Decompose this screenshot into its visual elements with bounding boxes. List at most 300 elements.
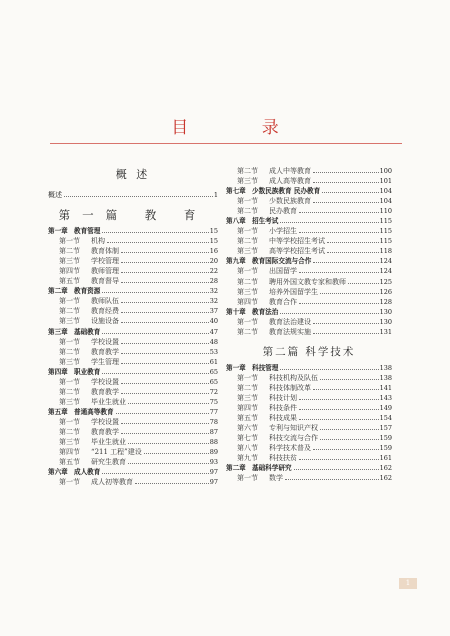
right-toc-list-bottom: [226, 363, 392, 484]
toc-row-page: 15: [209, 237, 218, 246]
toc-row-page: 138: [379, 373, 392, 382]
toc-row-label: 第三节: [59, 317, 80, 326]
toc-row-page: 141: [379, 383, 392, 392]
toc-row-page: 65: [209, 367, 218, 376]
toc-row-text: 聘用外国文教专家和教师: [269, 277, 346, 286]
leader-dots: [128, 403, 209, 404]
toc-row-title: [226, 297, 297, 307]
toc-row-text: 教师队伍: [91, 297, 119, 306]
toc-row-title: [48, 256, 119, 266]
toc-section-row[interactable]: [48, 397, 218, 407]
leader-dots: [144, 453, 209, 454]
toc-row-page: 131: [379, 327, 392, 336]
toc-row-label: 第七章: [226, 187, 246, 196]
leader-dots: [313, 182, 379, 183]
toc-row-label: 第八章: [226, 217, 246, 226]
toc-row-label: 第一节: [59, 377, 80, 386]
right-toc-list-top: [226, 166, 392, 337]
left-toc-list: [48, 226, 218, 487]
toc-row-title: [48, 337, 119, 347]
toc-section-row[interactable]: [48, 276, 218, 286]
toc-row-title: [48, 306, 119, 316]
toc-chapter-row[interactable]: [48, 407, 218, 417]
toc-row-label: 第一节: [237, 373, 258, 382]
toc-row-label: 第三节: [59, 357, 80, 366]
toc-row-text: 基础教育: [74, 327, 101, 336]
toc-row-title: [226, 287, 318, 297]
toc-section-row[interactable]: [226, 393, 392, 403]
toc-chapter-row[interactable]: [226, 307, 392, 317]
toc-row-title: [48, 357, 119, 367]
toc-section-row[interactable]: [226, 373, 392, 383]
toc-row-text: 小学招生: [269, 227, 297, 236]
leader-dots: [280, 369, 378, 370]
toc-row-label: 第五章: [48, 407, 68, 416]
leader-dots: [102, 473, 208, 474]
leader-dots: [121, 272, 209, 273]
toc-row-label: 第一节: [237, 317, 258, 326]
toc-row-label: 第二节: [237, 277, 258, 286]
page-title: 目 录: [171, 118, 313, 138]
leader-dots: [121, 433, 209, 434]
leader-dots: [313, 323, 379, 324]
leader-dots: [299, 272, 379, 273]
toc-row-page: 115: [379, 227, 392, 236]
leader-dots: [313, 449, 379, 450]
toc-row-label: 第七节: [237, 434, 258, 443]
leader-dots: [313, 172, 379, 173]
toc-row-text: 基础科学研究: [252, 464, 292, 473]
toc-section-row[interactable]: [226, 226, 392, 236]
toc-row-title: [48, 447, 142, 457]
toc-row-title: [226, 463, 292, 473]
toc-row-text: 教育教学: [91, 387, 119, 396]
toc-row-title: [48, 246, 119, 256]
toc-row-page: 159: [379, 434, 392, 443]
toc-row-title: [48, 407, 114, 417]
toc-section-row[interactable]: [226, 453, 392, 463]
toc-row-label: 第三节: [237, 287, 258, 296]
toc-row-title: [48, 347, 119, 357]
toc-row-text: 学校设置: [91, 417, 119, 426]
leader-dots: [135, 483, 209, 484]
leader-dots: [102, 333, 208, 334]
toc-section-row[interactable]: [226, 266, 392, 276]
toc-section-row[interactable]: [48, 377, 218, 387]
toc-row-title: [48, 377, 119, 387]
toc-row-label: 第四章: [48, 367, 68, 376]
toc-row-text: 专利与知识产权: [269, 424, 318, 433]
toc-row-title: [226, 317, 311, 327]
toc-row-page: 20: [209, 257, 218, 266]
toc-row-title: [48, 457, 126, 467]
toc-row-label: 第四节: [237, 297, 258, 306]
toc-row-page: 157: [379, 424, 392, 433]
toc-row-title: [226, 443, 311, 453]
toc-row-label: 第三节: [59, 397, 80, 406]
toc-row-page: 65: [209, 377, 218, 386]
toc-row-label: 第三节: [237, 393, 258, 402]
toc-row-text: 教师管理: [91, 267, 119, 276]
toc-row-label: 第二节: [59, 247, 80, 256]
toc-row-title: [226, 307, 278, 317]
toc-row-text: 教育法规实施: [269, 327, 311, 336]
leader-dots: [320, 293, 379, 294]
toc-row-text: 教育法治: [252, 307, 279, 316]
toc-chapter-row[interactable]: [48, 286, 218, 296]
toc-section-row[interactable]: [226, 176, 392, 186]
toc-row-title: 概述: [48, 191, 62, 199]
toc-row-text: 教育合作: [269, 297, 297, 306]
toc-row-text: 出国留学: [269, 267, 297, 276]
toc-row-label: 第四节: [59, 267, 80, 276]
toc-row-title: [226, 277, 346, 287]
toc-row-page: 138: [379, 363, 392, 372]
toc-section-row[interactable]: [48, 246, 218, 256]
leader-dots: [102, 373, 208, 374]
leader-dots: [128, 443, 209, 444]
toc-row-label: 第二章: [226, 464, 246, 473]
toc-section-row[interactable]: [48, 316, 218, 326]
toc-section-row[interactable]: [48, 266, 218, 276]
toc-section-row[interactable]: [226, 277, 392, 287]
toc-row-label: 第二节: [59, 307, 80, 316]
toc-row-text: “211 工程”建设: [91, 448, 142, 457]
leader-dots: [299, 459, 379, 460]
toc-row-page: 101: [379, 177, 392, 186]
toc-row-label: 第三节: [237, 247, 258, 256]
toc-row-text: 科技扶贫: [269, 454, 297, 463]
toc-section-row[interactable]: [48, 337, 218, 347]
toc-row-page: 143: [379, 393, 392, 402]
toc-chapter-row[interactable]: [226, 256, 392, 266]
toc-chapter-row[interactable]: [226, 463, 392, 473]
toc-row-title: [226, 373, 318, 383]
toc-row-page: 93: [209, 458, 218, 467]
toc-row-page: 130: [379, 317, 392, 326]
toc-section-row[interactable]: [226, 327, 392, 337]
leader-dots: [322, 192, 378, 193]
leader-dots: [327, 242, 379, 243]
toc-chapter-row[interactable]: [226, 216, 392, 226]
toc-section-row[interactable]: [226, 246, 392, 256]
toc-row-title: [226, 363, 278, 373]
leader-dots: [320, 379, 379, 380]
leader-dots: [121, 423, 209, 424]
toc-section-row[interactable]: [48, 296, 218, 306]
toc-row-text: 毕业生就业: [91, 438, 126, 447]
toc-chapter-row[interactable]: [48, 226, 218, 236]
leader-dots: [320, 439, 379, 440]
leader-dots: [102, 292, 208, 293]
toc-row-title: [226, 473, 283, 483]
toc-section-row[interactable]: [48, 387, 218, 397]
toc-chapter-row[interactable]: [48, 327, 218, 337]
toc-row-title: [48, 477, 133, 487]
toc-row-title: [226, 246, 325, 256]
toc-row-label: 第二节: [59, 387, 80, 396]
leader-dots: [121, 252, 209, 253]
leader-dots: [299, 303, 379, 304]
toc-row-page: 75: [209, 397, 218, 406]
toc-row-text: 科技条件: [269, 403, 297, 412]
toc-row-page: 162: [379, 464, 392, 473]
toc-section-row[interactable]: [226, 317, 392, 327]
toc-row-text: 教育国际交流与合作: [252, 257, 312, 266]
toc-section-row[interactable]: [226, 236, 392, 246]
leader-dots: [299, 212, 379, 213]
toc-row-title: [226, 236, 325, 246]
toc-row-label: 第二节: [237, 237, 258, 246]
toc-row-title: [48, 286, 100, 296]
toc-row-label: 第一节: [59, 337, 80, 346]
toc-row-title: [48, 387, 119, 397]
toc-section-row[interactable]: [48, 457, 218, 467]
toc-row-text: 教育体制: [91, 247, 119, 256]
toc-row-page: 87: [209, 427, 218, 436]
toc-row-label: 第一章: [226, 363, 246, 372]
toc-chapter-row[interactable]: [48, 467, 218, 477]
toc-row-page: 104: [379, 187, 392, 196]
toc-section-row[interactable]: [48, 417, 218, 427]
toc-row-label: 第三节: [59, 257, 80, 266]
toc-section-row[interactable]: [226, 443, 392, 453]
toc-section-row[interactable]: [48, 347, 218, 357]
toc-row-page: 159: [379, 444, 392, 453]
toc-row-label: 第二节: [237, 167, 258, 175]
toc-row-page: 126: [379, 287, 392, 296]
toc-row-text: 教育教学: [91, 347, 119, 356]
toc-row-title: [226, 433, 318, 443]
toc-row-label: 第一节: [59, 478, 80, 487]
toc-row-text: 学生管理: [91, 357, 119, 366]
toc-row-title: [48, 427, 119, 437]
toc-section-row[interactable]: [226, 473, 392, 483]
toc-right-column: [226, 166, 392, 483]
toc-row-page: 130: [379, 307, 392, 316]
toc-row-title: [48, 397, 126, 407]
toc-row-text: 科技成果: [269, 414, 297, 423]
toc-row-label: 第四节: [237, 403, 258, 412]
toc-row-text: 机构: [91, 237, 105, 246]
leader-dots: [313, 262, 378, 263]
toc-row-title: [226, 166, 311, 176]
toc-section-row[interactable]: [48, 256, 218, 266]
leader-dots: [280, 313, 378, 314]
toc-row-title: [226, 186, 320, 196]
toc-row-page: 37: [209, 307, 218, 316]
toc-row-text: 成人初等教育: [91, 478, 133, 487]
toc-row-text: 科技计划: [269, 393, 297, 402]
toc-row-page: 77: [209, 407, 218, 416]
toc-section-row[interactable]: [48, 477, 218, 487]
toc-row-title: [48, 467, 100, 477]
toc-row-page: 28: [209, 277, 218, 286]
toc-row-text: 教育资源: [74, 287, 101, 296]
leader-dots: [121, 343, 209, 344]
toc-row-page: 118: [379, 247, 392, 256]
toc-row-label: 第三章: [48, 327, 68, 336]
leader-dots: [121, 383, 209, 384]
toc-row-label: 第二节: [237, 207, 258, 216]
toc-row-page: 78: [209, 417, 218, 426]
toc-section-row[interactable]: [48, 447, 218, 457]
toc-row-label: 第一节: [59, 297, 80, 306]
toc-row-text: 科技交流与合作: [269, 434, 318, 443]
toc-row-page: 100: [379, 167, 392, 175]
toc-row-label: 第一节: [237, 227, 258, 236]
toc-row-text: 学校设置: [91, 377, 119, 386]
toc-row-title: [48, 437, 126, 447]
toc-row-page: 124: [379, 267, 392, 276]
toc-row-text: 教育教学: [91, 427, 119, 436]
toc-row-page: 110: [379, 207, 392, 216]
leader-dots: [299, 419, 379, 420]
toc-row-title: [48, 266, 119, 276]
toc-row-title: [226, 413, 297, 423]
toc-row-page: 15: [209, 227, 218, 236]
toc-row-page: 89: [209, 448, 218, 457]
toc-section-row[interactable]: [226, 403, 392, 413]
toc-row-title: [226, 266, 297, 276]
toc-row-page: 115: [379, 237, 392, 246]
toc-row-text: 民办教育: [269, 207, 297, 216]
toc-row-page: 48: [209, 337, 218, 346]
toc-row-page: 97: [209, 478, 218, 487]
toc-row-text: 数学: [269, 474, 283, 483]
toc-section-row[interactable]: [226, 297, 392, 307]
toc-row-page: 154: [379, 414, 392, 423]
toc-row-text: 科技机构及队伍: [269, 373, 318, 382]
leader-dots: [121, 312, 209, 313]
leader-dots: [299, 409, 379, 410]
toc-row-label: 第五节: [237, 414, 258, 423]
toc-section-row[interactable]: [226, 413, 392, 423]
toc-section-row[interactable]: [226, 196, 392, 206]
toc-row-page: 97: [209, 468, 218, 477]
toc-section-row[interactable]: [226, 166, 392, 176]
overview-heading: 概 述: [115, 168, 151, 181]
toc-row-page: 53: [209, 347, 218, 356]
toc-row-label: 第一节: [237, 197, 258, 206]
toc-row-label: 第五节: [59, 458, 80, 467]
toc-row-title: [48, 327, 100, 337]
toc-chapter-row[interactable]: [48, 367, 218, 377]
toc-row-label: 第一节: [237, 474, 258, 483]
toc-row-overview[interactable]: [48, 190, 218, 200]
toc-row-text: 职业教育: [74, 367, 101, 376]
toc-row-title: [226, 206, 297, 216]
toc-row-title: [226, 327, 311, 337]
toc-section-row[interactable]: [226, 383, 392, 393]
toc-row-title: [48, 296, 119, 306]
toc-row-label: 第九节: [237, 454, 258, 463]
toc-row-page: 88: [209, 438, 218, 447]
toc-chapter-row[interactable]: [226, 363, 392, 373]
toc-left-column: [48, 166, 218, 487]
toc-row-text: 成人高等教育: [269, 177, 311, 186]
toc-row-page: 61: [209, 357, 218, 366]
toc-row-text: 少数民族教育 民办教育: [252, 187, 321, 196]
toc-row-label: 第二节: [237, 383, 258, 392]
leader-dots: [348, 283, 379, 284]
toc-row-label: 第二节: [59, 347, 80, 356]
toc-chapter-row[interactable]: [226, 186, 392, 196]
leader-dots: [128, 463, 209, 464]
toc-row-text: 培养外国留学生: [269, 287, 318, 296]
toc-row-page: 32: [209, 287, 218, 296]
toc-row-page: 162: [379, 474, 392, 483]
leader-dots: [121, 353, 209, 354]
toc-row-label: 第六节: [237, 424, 258, 433]
toc-row-title: [226, 196, 311, 206]
leader-dots: [107, 242, 209, 243]
toc-row-page: 72: [209, 387, 218, 396]
toc-row-title: [226, 403, 297, 413]
toc-row-label: 第一节: [237, 267, 258, 276]
toc-row-label: 第九章: [226, 257, 246, 266]
leader-dots: [313, 389, 379, 390]
toc-row-text: 教育经费: [91, 307, 119, 316]
toc-row-title: [226, 176, 311, 186]
leader-dots: [285, 479, 379, 480]
toc-row-label: 第八节: [237, 444, 258, 453]
leader-dots: [121, 393, 209, 394]
toc-row-label: 第五节: [59, 277, 80, 286]
toc-section-row[interactable]: [48, 437, 218, 447]
toc-row-title: [48, 316, 119, 326]
toc-row-page: 16: [209, 247, 218, 256]
toc-row-page: 149: [379, 403, 392, 412]
toc-row-label: 第二节: [59, 427, 80, 436]
page-tab: [399, 578, 417, 589]
toc-row-page: 124: [379, 257, 392, 266]
toc-row-text: 科技体制改革: [269, 383, 311, 392]
leader-dots: [121, 302, 209, 303]
toc-row-label: 第二节: [237, 327, 258, 336]
spacer: [48, 200, 218, 208]
toc-section-row[interactable]: [226, 287, 392, 297]
leader-dots: [121, 363, 209, 364]
toc-row-title: [226, 226, 297, 236]
toc-row-title: [226, 256, 311, 266]
part1-heading: 第一篇 教 育: [58, 208, 208, 223]
toc-section-row[interactable]: [226, 206, 392, 216]
toc-row-text: 招生考试: [252, 217, 279, 226]
leader-dots: [299, 399, 379, 400]
toc-row-text: 研究生教育: [91, 458, 126, 467]
toc-row-text: 高等学校招生考试: [269, 247, 325, 256]
toc-section-row[interactable]: [48, 427, 218, 437]
leader-dots: [102, 232, 208, 233]
toc-section-row[interactable]: [226, 423, 392, 433]
toc-row-title: [226, 383, 311, 393]
toc-section-row[interactable]: [48, 236, 218, 246]
toc-row-label: 第十章: [226, 307, 246, 316]
toc-row-text: 教育督导: [91, 277, 119, 286]
toc-row-page: 125: [379, 277, 392, 286]
toc-row-page: 47: [209, 327, 218, 336]
toc-row-title: [48, 367, 100, 377]
toc-row-title: [226, 423, 318, 433]
toc-row-title: [226, 393, 297, 403]
toc-section-row[interactable]: [226, 433, 392, 443]
toc-row-page: 115: [379, 217, 392, 226]
toc-row-text: 科学技术普及: [269, 444, 311, 453]
leader-dots: [327, 252, 379, 253]
toc-section-row[interactable]: [48, 306, 218, 316]
toc-section-row[interactable]: [48, 357, 218, 367]
